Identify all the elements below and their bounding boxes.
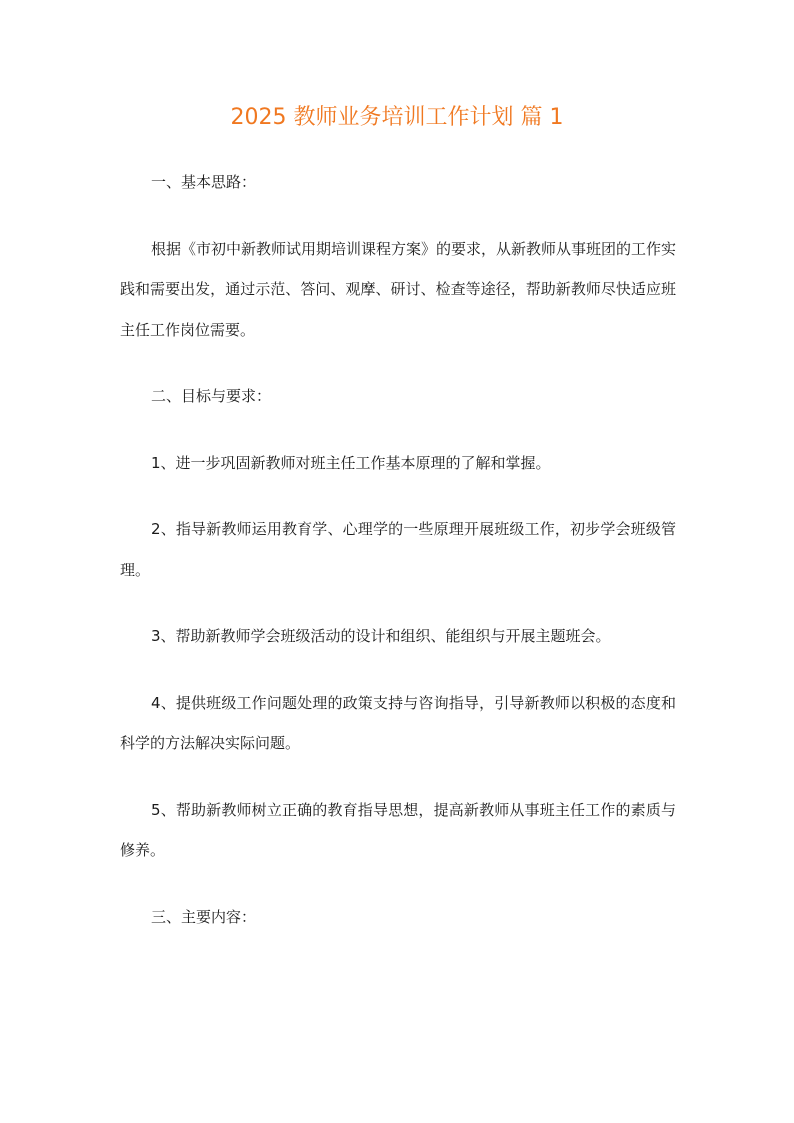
- paragraph-basic-ideas: 根据《市初中新教师试用期培训课程方案》的要求，从新教师从事班团的工作实践和需要出发，通过示范、答问、观摩、研讨、检查等途径，帮助新教师尽快适应班主任工作岗位需要。: [120, 239, 677, 339]
- document-body: [120, 162, 676, 963]
- section-heading-basic-ideas: 一、基本思路：: [151, 173, 257, 191]
- goal-item-5: 5、帮助新教师树立正确的教育指导思想，提高新教师从事班主任工作的素质与修养。: [120, 800, 676, 859]
- document-title: 2025 教师业务培训工作计划 篇 1: [230, 105, 564, 130]
- section-heading-goals: 二、目标与要求：: [151, 387, 272, 405]
- goal-item-1: 1、进一步巩固新教师对班主任工作基本原理的了解和掌握。: [151, 453, 551, 472]
- goal-item-4: 4、提供班级工作问题处理的政策支持与咨询指导，引导新教师以积极的态度和科学的方法解决实际问题。: [120, 693, 676, 752]
- goal-item-3: 3、帮助新教师学会班级活动的设计和组织、能组织与开展主题班会。: [151, 627, 611, 645]
- section-heading-main-content: 三、主要内容：: [151, 907, 257, 926]
- goal-item-2: 2、指导新教师运用教育学、心理学的一些原理开展班级工作，初步学会班级管理。: [120, 520, 676, 579]
